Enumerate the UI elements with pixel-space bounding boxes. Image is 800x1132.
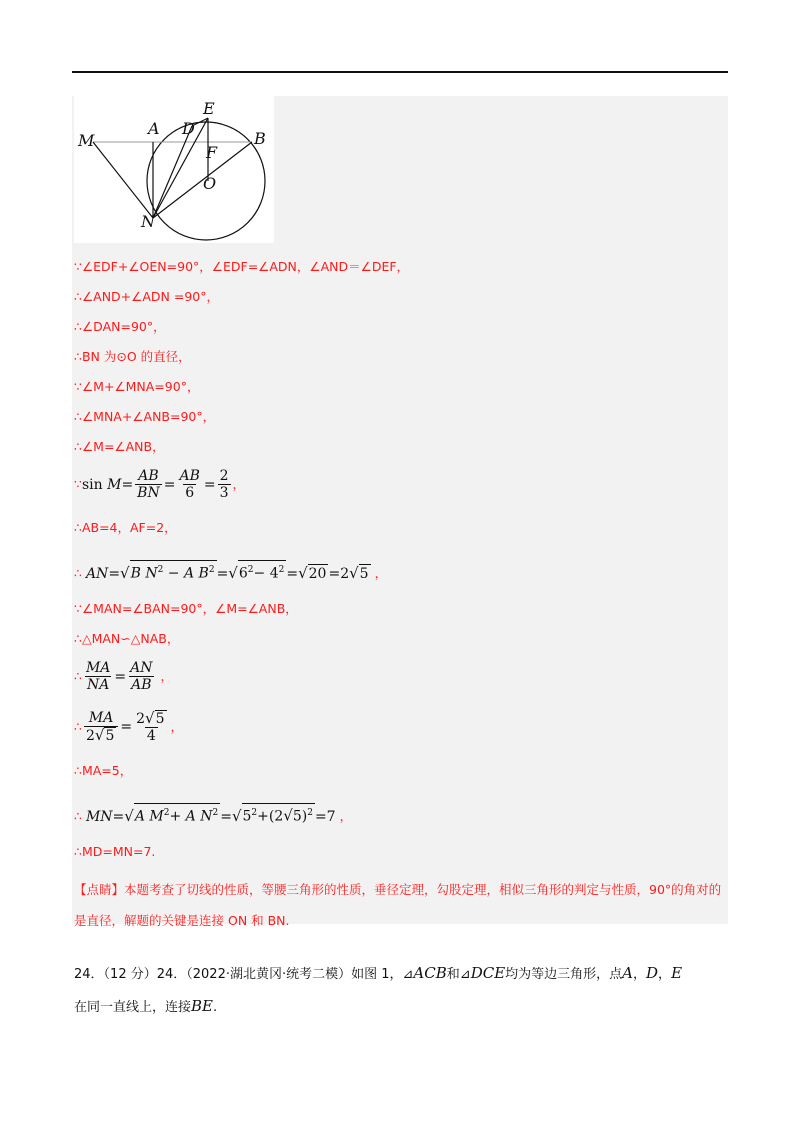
comment-paragraph: 【点睛】本题考查了切线的性质，等腰三角形的性质，垂径定理，勾股定理，相似三角形的判定与性质，90°的角对的是直径，解题的关键是连接 ON 和 BN.	[74, 882, 722, 928]
solution-line-12: ∴△MAN∽△NAB，	[74, 631, 180, 646]
an-expression: AN=√B $N^2 - A$ $B^2 =√6^2- 4^2 =√20 =2√5$	[86, 566, 371, 582]
solution-line-8: ∵sin M= $\frac{AB}{BN}$ = $\frac{AB}{6}$ = $\frac{2}{3}$ ，	[74, 468, 246, 501]
solution-line-1: ∵∠EDF+∠OEN=90°，∠EDF=∠ADN，∠AND＝∠DEF，	[74, 259, 410, 274]
label-a: A	[148, 119, 160, 138]
label-b: B	[254, 129, 266, 148]
label-n: N	[141, 212, 155, 231]
sin-expression: sin M= $\frac{AB}{BN}$ = $\frac{AB}{6}$ = $\frac{2}{3}$	[81, 468, 229, 501]
solution-line-5: ∵∠M+∠MNA=90°，	[74, 379, 200, 394]
because-symbol: ∵	[74, 476, 82, 492]
line-mn	[93, 142, 153, 218]
geometry-figure	[74, 96, 274, 243]
label-m: M	[78, 131, 95, 150]
ratio-substitution: $\frac{MA}{2√5}$ = $\frac{2√5}{4}$	[85, 709, 165, 744]
solution-line-3: ∴∠DAN=90°，	[74, 319, 166, 334]
header-rule	[72, 71, 728, 73]
solution-line-7: ∴∠M=∠ANB，	[74, 439, 165, 454]
solution-line-17: ∴MD=MN=7.	[74, 844, 156, 859]
line-ne	[153, 118, 208, 218]
line-nd	[153, 126, 192, 218]
solution-line-2: ∴∠AND+∠ADN =90°，	[74, 289, 219, 304]
solution-line-14: ∴ $\frac{MA}{2√5}$ = $\frac{2√5}{4}$ ，	[74, 709, 184, 744]
solution-line-10: ∴ AN=√B $N^2 - A$ $B^2 =√6^2- 4^2 =√20 =2√5$ ，	[74, 560, 387, 583]
question-24-line-2: 在同一直线上，连接BE.	[74, 997, 218, 1015]
ratio-expression: $\frac{MA}{NA}$ = $\frac{AN}{AB}$	[85, 660, 153, 693]
solution-line-15: ∴MA=5，	[74, 763, 133, 778]
solution-line-16: ∴ MN=√A $M^2+ A$ $N^2 =√5^2+(2√5)^2 =7$ ，	[74, 803, 352, 826]
solution-line-6: ∴∠MNA+∠ANB=90°，	[74, 409, 216, 424]
mn-expression: MN=√A $M^2+ A$ $N^2 =√5^2+(2√5)^2 =7$	[86, 809, 336, 825]
label-d: D	[182, 119, 195, 138]
solution-line-13: ∴ $\frac{MA}{NA}$ = $\frac{AN}{AB}$ ，	[74, 660, 174, 693]
label-f: F	[206, 143, 218, 162]
circle-diagram	[74, 96, 274, 243]
label-e: E	[203, 99, 215, 118]
solution-line-11: ∵∠MAN=∠BAN=90°，∠M=∠ANB，	[74, 601, 298, 616]
solution-line-9: ∴AB=4，AF=2，	[74, 520, 177, 535]
solution-line-4: ∴BN 为⊙O 的直径，	[74, 349, 191, 364]
question-24-line-1: 24．（12 分）24．（2022·湖北黄冈·统考二模）如图 1，⊿ACB和⊿DCE均为等边三角形，点A，D，E	[74, 964, 683, 982]
label-o: O	[203, 174, 217, 193]
